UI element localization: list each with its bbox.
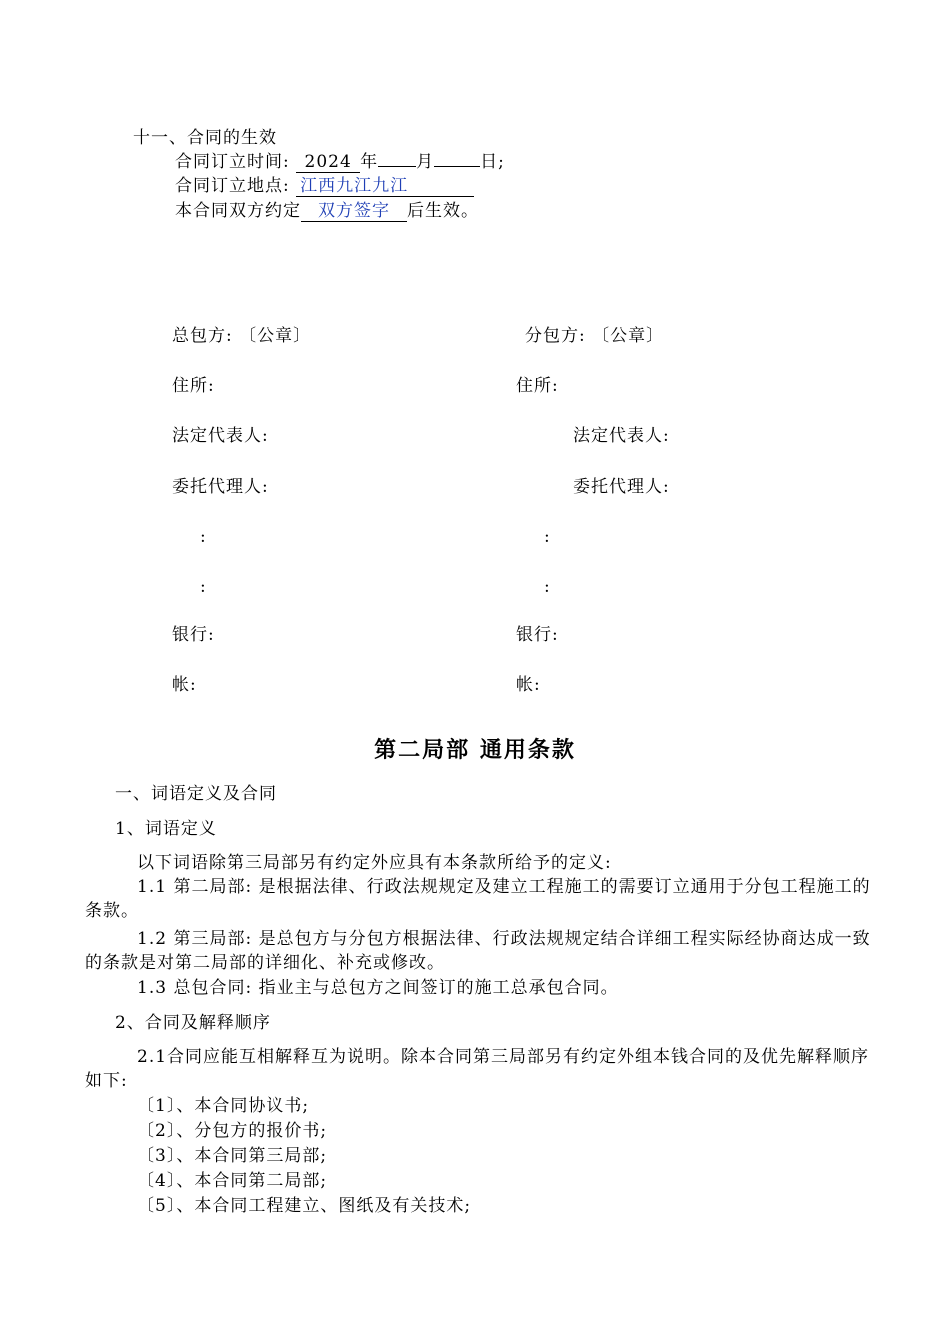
section-heading: 十一、合同的生效 [133, 128, 277, 148]
effective-suffix: 后生效。 [407, 201, 479, 221]
order-item: 〔2〕、分包方的报价书; [137, 1121, 328, 1141]
contractor-legal-rep-label: 法定代表人: [172, 426, 269, 446]
month-field [378, 166, 416, 167]
contractor-bank-label: 银行: [172, 625, 215, 645]
day-unit: 日; [480, 152, 505, 172]
contractor-blank-label-1: : [200, 527, 207, 547]
subcontractor-party-label: 分包方: 〔公章〕 [525, 326, 665, 346]
month-unit: 月 [416, 152, 435, 172]
heading-definitions: 1、词语定义 [115, 819, 217, 839]
definition-1-1: 1.1 第二局部: 是根据法律、行政法规规定及建立工程施工的需要订立通用于分包工程施工的条款。 [85, 877, 871, 921]
heading-definitions-and-contract: 一、词语定义及合同 [115, 784, 277, 804]
subcontractor-bank-label: 银行: [516, 625, 559, 645]
signing-place-line [175, 175, 474, 197]
part-two-title: 第二局部 通用条款 [374, 738, 576, 763]
order-item: 〔4〕、本合同第二局部; [137, 1171, 328, 1191]
contractor-blank-label-2: : [200, 577, 207, 597]
contractor-party-label: 总包方: 〔公章〕 [172, 326, 312, 346]
contractor-agent-label: 委托代理人: [172, 477, 269, 497]
order-item: 〔1〕、本合同协议书; [137, 1096, 310, 1116]
subcontractor-address-label: 住所: [516, 376, 559, 396]
subcontractor-blank-label-2: : [544, 577, 551, 597]
signing-place-field: 江西九江九江 [296, 176, 474, 197]
effective-condition-field: 双方签字 [301, 201, 407, 222]
signing-time-label: 合同订立时间: [175, 152, 290, 172]
heading-contract-order: 2、合同及解释顺序 [115, 1013, 271, 1033]
definitions-intro: 以下词语除第三局部另有约定外应具有本条款所给予的定义: [137, 853, 612, 873]
contractor-address-label: 住所: [172, 376, 215, 396]
subcontractor-legal-rep-label: 法定代表人: [573, 426, 670, 446]
signing-time-line [175, 151, 505, 173]
interpretation-order-intro: 2.1合同应能互相解释互为说明。除本合同第三局部另有约定外组本钱合同的及优先解释顺序如下: [85, 1047, 870, 1091]
order-item: 〔3〕、本合同第三局部; [137, 1146, 328, 1166]
definition-1-3: 1.3 总包合同: 指业主与总包方之间签订的施工总承包合同。 [137, 978, 619, 998]
definition-1-2: 1.2 第三局部: 是总包方与分包方根据法律、行政法规规定结合详细工程实际经协商达成一致的条款是对第二局部的详细化、补充或修改。 [85, 929, 871, 973]
day-field [434, 166, 480, 167]
subcontractor-blank-label-1: : [544, 527, 551, 547]
contractor-account-label: 帐: [172, 675, 197, 695]
subcontractor-agent-label: 委托代理人: [573, 477, 670, 497]
effective-prefix: 本合同双方约定 [175, 201, 301, 221]
year-unit: 年 [360, 152, 379, 172]
effective-line [175, 200, 479, 222]
order-item: 〔5〕、本合同工程建立、图纸及有关技术; [137, 1196, 472, 1216]
year-field: 2024 [296, 152, 360, 173]
subcontractor-account-label: 帐: [516, 675, 541, 695]
signing-place-label: 合同订立地点: [175, 176, 290, 196]
